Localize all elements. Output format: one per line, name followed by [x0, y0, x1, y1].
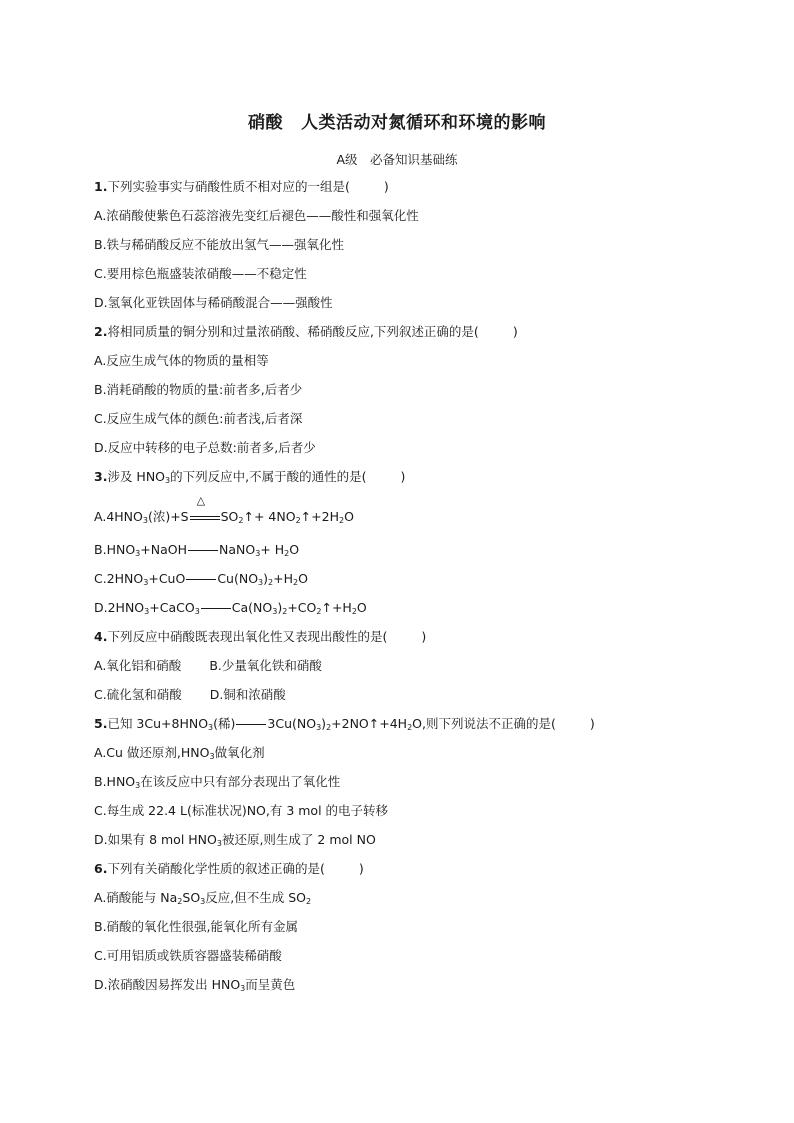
q5-option-a: A.Cu 做还原剂$,HNO_3$做氧化剂 — [94, 745, 265, 761]
q4-option-b: B.少量氧化铁和硝酸 — [209, 658, 322, 673]
q6-option-c: C.可用铝质或铁质容器盛装稀硝酸 — [94, 948, 282, 963]
q4-option-d: D.铜和浓硝酸 — [209, 687, 286, 702]
question-2: 2.将相同质量的铜分别和过量浓硝酸、稀硝酸反应,下列叙述正确的是( ) — [94, 324, 518, 339]
q5-option-c: C.每生成 22.4 L(标准状况)NO,有 3 mol 的电子转移 — [94, 803, 389, 818]
page-title — [0, 108, 794, 133]
q3-option-d: $D.2HNO_3+CaCO_3$ $Ca(NO_3)_2+CO_2↑+H_2O$ — [94, 600, 367, 616]
q4-options-ab — [94, 655, 714, 684]
q2-option-d: D.反应中转移的电子总数:前者多,后者少 — [94, 440, 316, 455]
q6-option-d: D.浓硝酸因易挥发出 $HNO_3$而呈黄色 — [94, 977, 296, 993]
question-5: 5.已知 $3Cu+8HNO_3$(稀) $3Cu(NO_3)_2+2NO↑+4H_2O$,则下列说法不正确的是( ) — [94, 716, 595, 732]
q2-option-c: C.反应生成气体的颜色:前者浅,后者深 — [94, 411, 303, 426]
question-1: 1.下列实验事实与硝酸性质不相对应的一组是( ) — [94, 179, 389, 194]
reaction-arrow — [236, 724, 266, 725]
q3-option-b: $B.HNO_3+NaOH$ NaNO$_3$+ $H_2O$ — [94, 542, 300, 558]
question-4: 4.下列反应中硝酸既表现出氧化性又表现出酸性的是( ) — [94, 629, 427, 644]
q4-option-c: C.硫化氢和硝酸 — [94, 687, 182, 702]
q3-option-a: $A.4HNO_3$(浓)+S △ $SO_2↑+$ $4NO_2↑+2H_2O$ — [94, 495, 714, 539]
q1-option-a: A.浓硝酸使紫色石蕊溶液先变红后褪色——酸性和强氧化性 — [94, 208, 419, 223]
section-heading: A级 必备知识基础练 — [336, 152, 458, 167]
q1-option-d: D.氢氧化亚铁固体与稀硝酸混合——强酸性 — [94, 295, 333, 310]
q4-options-cd — [94, 684, 714, 713]
q4-option-a: A.氧化铝和硝酸 — [94, 658, 182, 673]
q5-option-d: D.如果有 8 mol $HNO_3$被还原,则生成了 2 mol NO — [94, 832, 376, 848]
reaction-arrow — [188, 550, 218, 551]
heat-triangle-icon: △ — [196, 494, 206, 507]
q6-option-b: B.硝酸的氧化性很强,能氧化所有金属 — [94, 919, 299, 934]
q1-option-b: B.铁与稀硝酸反应不能放出氢气——强氧化性 — [94, 237, 345, 252]
q2-option-b: B.消耗硝酸的物质的量:前者多,后者少 — [94, 382, 303, 397]
q6-option-a: A.硝酸能与 $Na_2SO_3$反应,但不生成 $SO_2$ — [94, 890, 312, 906]
question-6: 6.下列有关硝酸化学性质的叙述正确的是( ) — [94, 861, 364, 876]
title-main: 硝酸 — [248, 113, 283, 133]
question-3: 3.涉及 $HNO_3$的下列反应中,不属于酸的通性的是( ) — [94, 469, 406, 485]
q1-option-c: C.要用棕色瓶盛装浓硝酸——不稳定性 — [94, 266, 307, 281]
heat-equals-sign — [189, 494, 221, 531]
question-list — [94, 176, 714, 1003]
q5-option-b: $B.HNO_3$在该反应中只有部分表现出了氧化性 — [94, 774, 341, 790]
reaction-arrow — [186, 579, 216, 580]
q3-option-c: $C.2HNO_3+CuO$ $Cu(NO_3)_2+H_2O$ — [94, 571, 308, 587]
q2-option-a: A.反应生成气体的物质的量相等 — [94, 353, 269, 368]
reaction-arrow — [201, 608, 231, 609]
title-sub: 人类活动对氮循环和环境的影响 — [301, 113, 546, 133]
